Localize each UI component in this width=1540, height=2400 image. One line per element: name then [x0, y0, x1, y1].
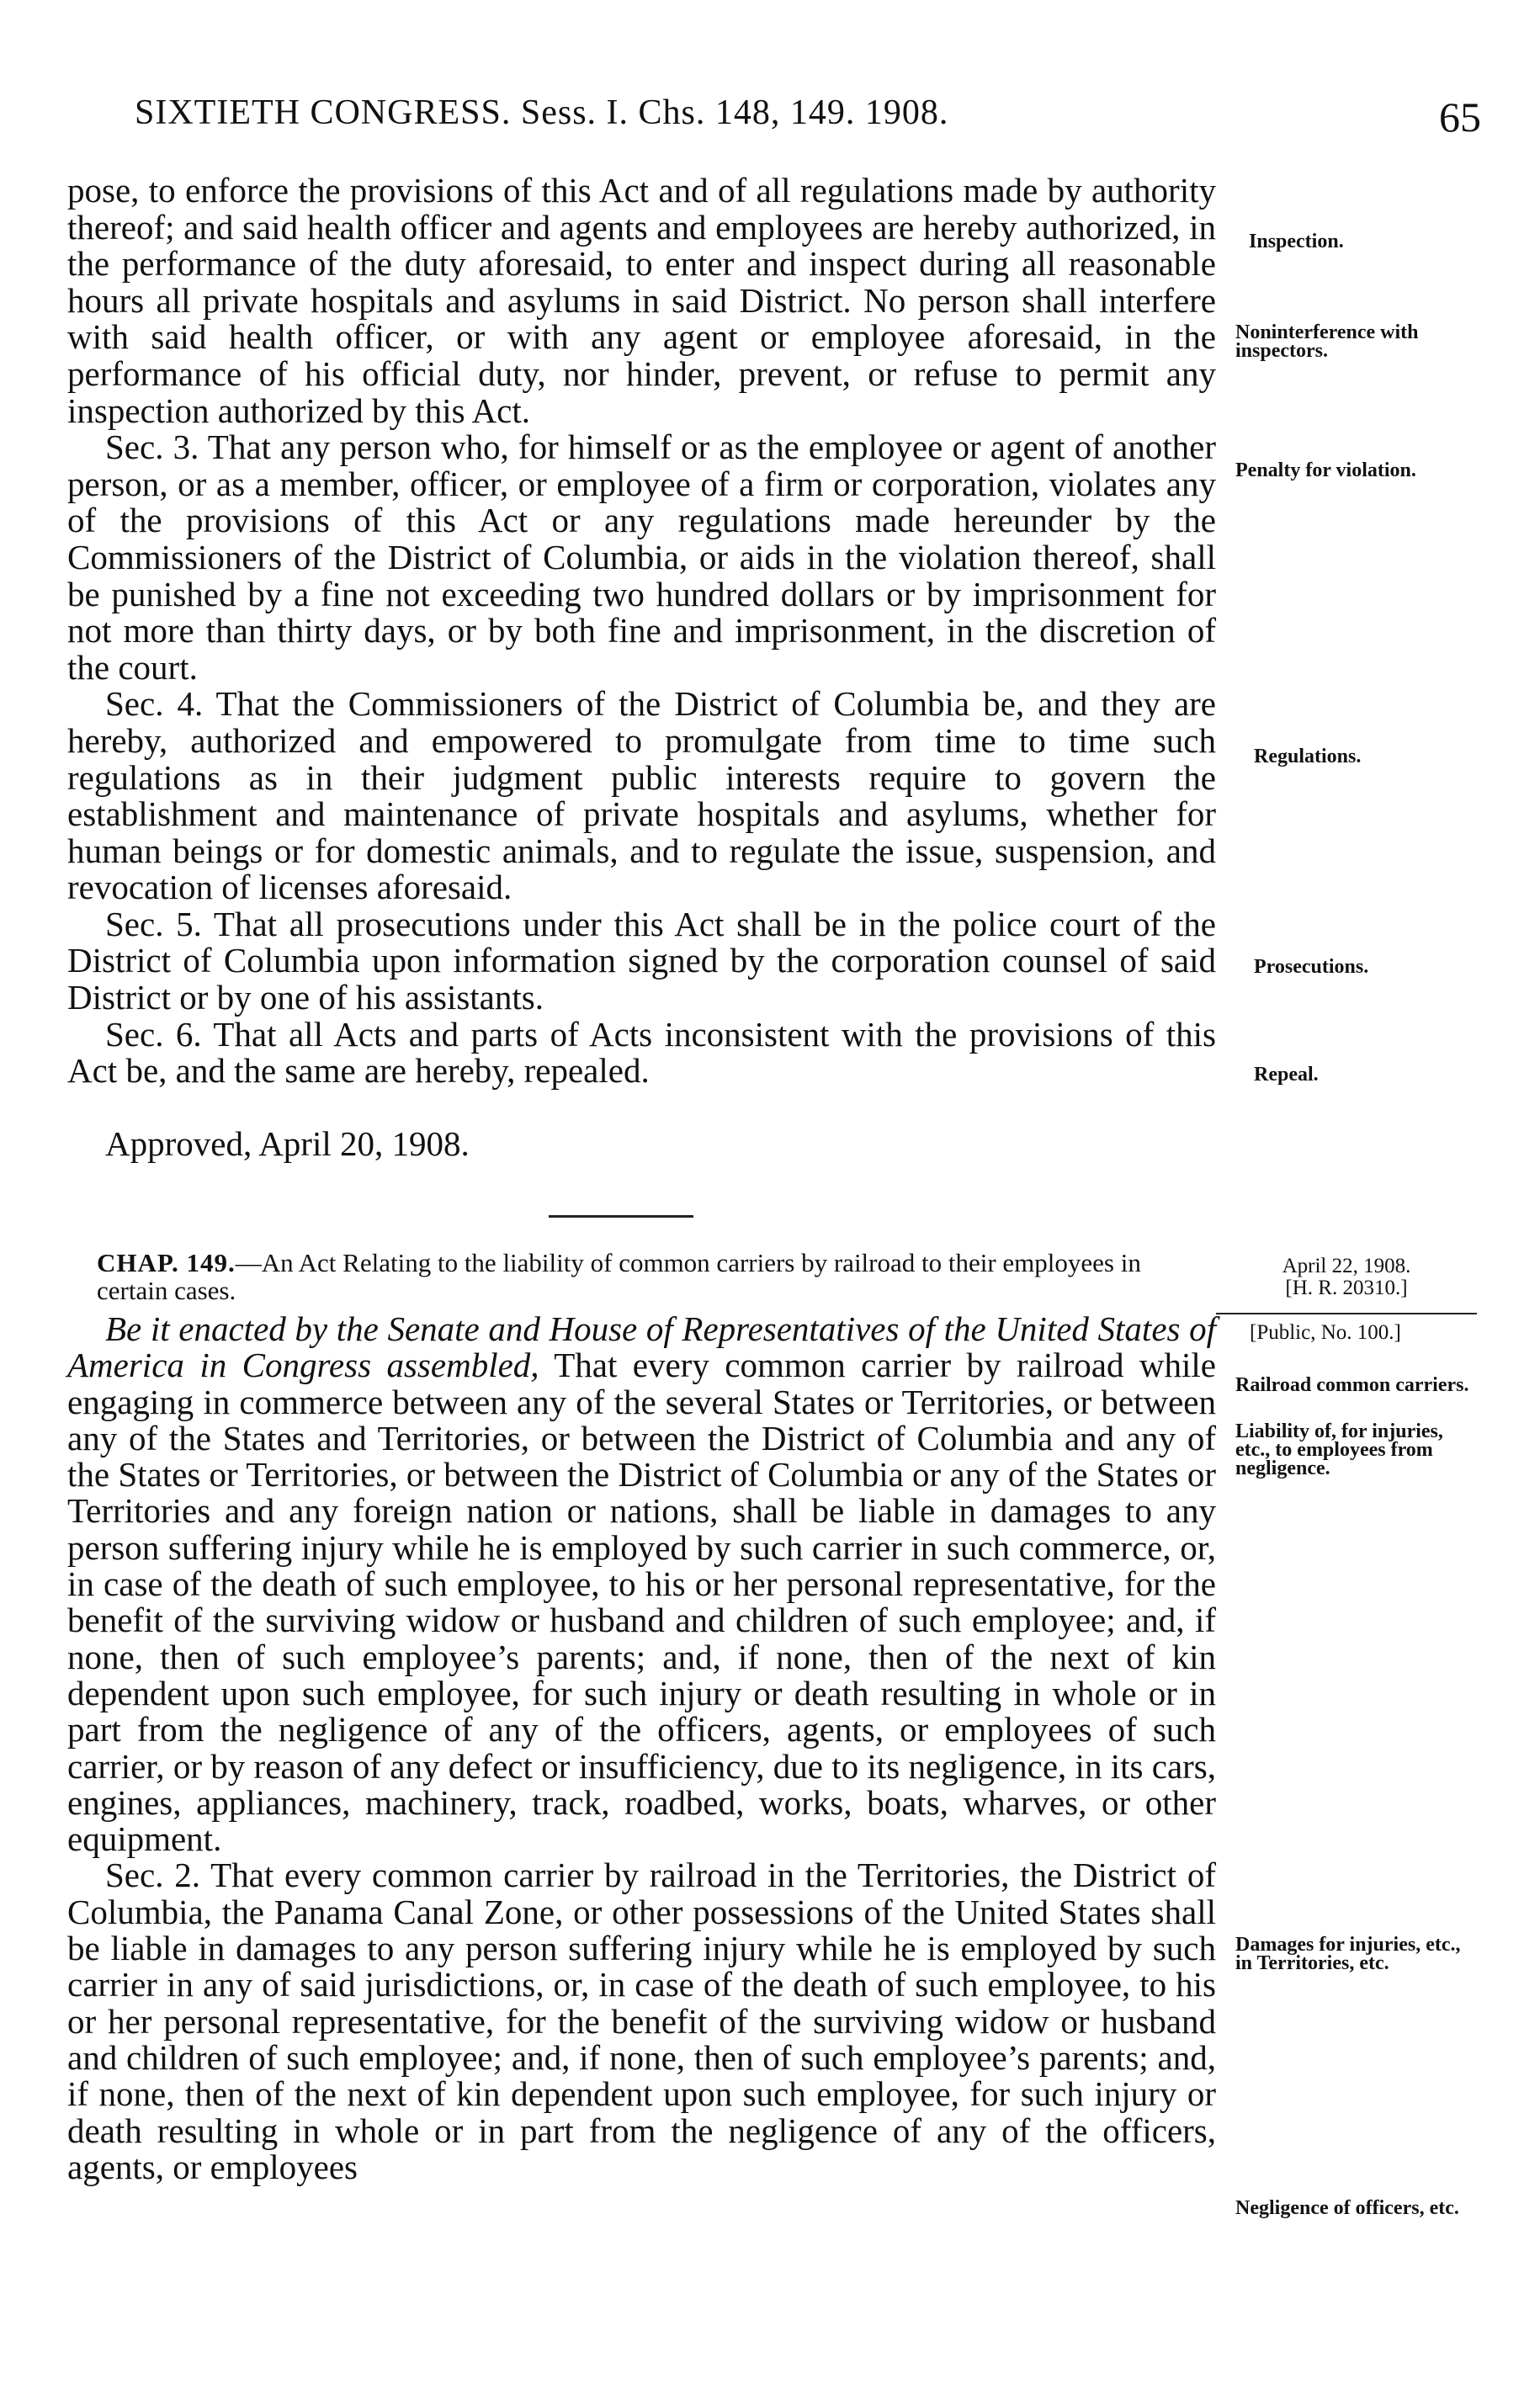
section-2: Sec. 2. That every common carrier by railroad in the Territories, the District of Columbia, the Panama Canal Zone, or other possessions of the United States shall be liable in damages to any person suffering injury while he is employed by such carrier in any of said jurisdictions, or, in case of the death of such employee, to his or her personal representative, for the benefit of the surviving widow or husband and children of such employee; and, if none, then of such employee’s parents; and, if none, then of the next of kin dependent upon such employee, for such injury or death resulting in whole or in part from the negligence of any of the officers, agents, or employees [67, 1856, 1216, 2186]
chapter-148-body [67, 173, 1216, 1090]
margin-note-prosecutions: Prosecutions. [1254, 956, 1369, 978]
chapter-title: —An Act Relating to the liability of common carriers by railroad to their employees in certain cases. [97, 1248, 1141, 1305]
chapter-149-heading [97, 1249, 1216, 1304]
margin-note-negligence-officers: Negligence of officers, etc. [1235, 2197, 1459, 2219]
enacting-clause: Be it enacted by the Senate and House of Representatives of the United States of America in Congress assembled, [67, 1309, 1216, 1385]
margin-note-noninterference: Noninterference with inspectors. [1235, 321, 1419, 362]
margin-note-damages-territories: Damages for injuries, etc., in Territories, etc. [1235, 1934, 1461, 1974]
section-6: Sec. 6. That all Acts and parts of Acts inconsistent with the provisions of this Act be, and the same are hereby, repealed. [67, 1014, 1216, 1091]
section-5: Sec. 5. That all prosecutions under this Act shall be in the police court of the District of Columbia upon information signed by the corporation counsel of said District or by one of his assistants. [67, 904, 1216, 1017]
approval-date: Approved, April 20, 1908. [105, 1124, 470, 1163]
act-date: April 22, 1908. [1282, 1255, 1411, 1277]
public-law-number: [Public, No. 100.] [1250, 1321, 1401, 1344]
margin-note-liability: Liability of, for injuries, etc., to employees from negligence. [1235, 1420, 1443, 1479]
bill-number: [H. R. 20310.] [1285, 1277, 1408, 1299]
margin-note-penalty: Penalty for violation. [1235, 459, 1416, 481]
section-3: Sec. 3. That any person who, for himself or as the employee or agent of another person, or as a member, officer, or employee of a firm or corporation, violates any of the provisions of this Act or any regulations made hereunder by the Commissioners of the District of Columbia, or aids in the violation thereof, shall be punished by a fine not exceeding two hundred dollars or by imprisonment for not more than thirty days, or by both fine and imprisonment, in the discretion of the court. [67, 427, 1216, 687]
running-head: SIXTIETH CONGRESS. Sess. I. Chs. 148, 149. 1908. [135, 93, 949, 132]
margin-rule [1216, 1313, 1477, 1314]
margin-note-inspection: Inspection. [1249, 231, 1344, 252]
paragraph-continuation: pose, to enforce the provisions of this Act and of all regulations made by authority thereof; and said health officer and agents and employees are hereby authorized, in the performance of the duty aforesaid, to enter and inspect during all reasonable hours all private hospitals and asylums in said District. No person shall interfere with said health officer, or with any agent or employee aforesaid, in the performance of his official duty, nor hinder, prevent, or refuse to permit any inspection authorized by this Act. [67, 171, 1216, 430]
section-divider [549, 1215, 693, 1218]
margin-note-regulations: Regulations. [1254, 746, 1362, 767]
chapter-label: CHAP. 149. [97, 1248, 236, 1277]
chapter-149-body [67, 1311, 1216, 2185]
section-1 [67, 1311, 1216, 1857]
margin-note-railroad-carriers: Railroad common carriers. [1235, 1374, 1469, 1396]
section-1-text: That every common carrier by railroad while engaging in commerce between any of the several States or Territories, or between any of the States and Territories, or between the District of Columbia and any of the States or Territories, or between the District of Columbia or any of the States or Territories and any foreign nation or nations, shall be liable in damages to any person suffering injury while he is employed by such carrier in such commerce, or, in case of the death of such employee, to his or her personal representative, for the benefit of the surviving widow or husband and children of such employee; and, if none, then of such employee’s parents; and, if none, then of the next of kin dependent upon such employee, for such injury or death resulting in whole or in part from the negligence of any of the officers, agents, or employees of such carrier, or by reason of any defect or insufficiency, due to its negligence, in its cars, engines, appliances, machinery, track, roadbed, works, boats, wharves, or other equipment. [67, 1346, 1216, 1859]
page-header [67, 93, 1481, 143]
act-date-block [1262, 1256, 1431, 1299]
margin-note-repeal: Repeal. [1254, 1064, 1319, 1086]
section-4: Sec. 4. That the Commissioners of the District of Columbia be, and they are hereby, authorized and empowered to promulgate from time to time such regulations as in their judgment public interests require to govern the establishment and maintenance of private hospitals and asylums, whether for human beings or for domestic animals, and to regulate the issue, suspension, and revocation of licenses aforesaid. [67, 684, 1216, 907]
page-number: 65 [1439, 93, 1481, 141]
